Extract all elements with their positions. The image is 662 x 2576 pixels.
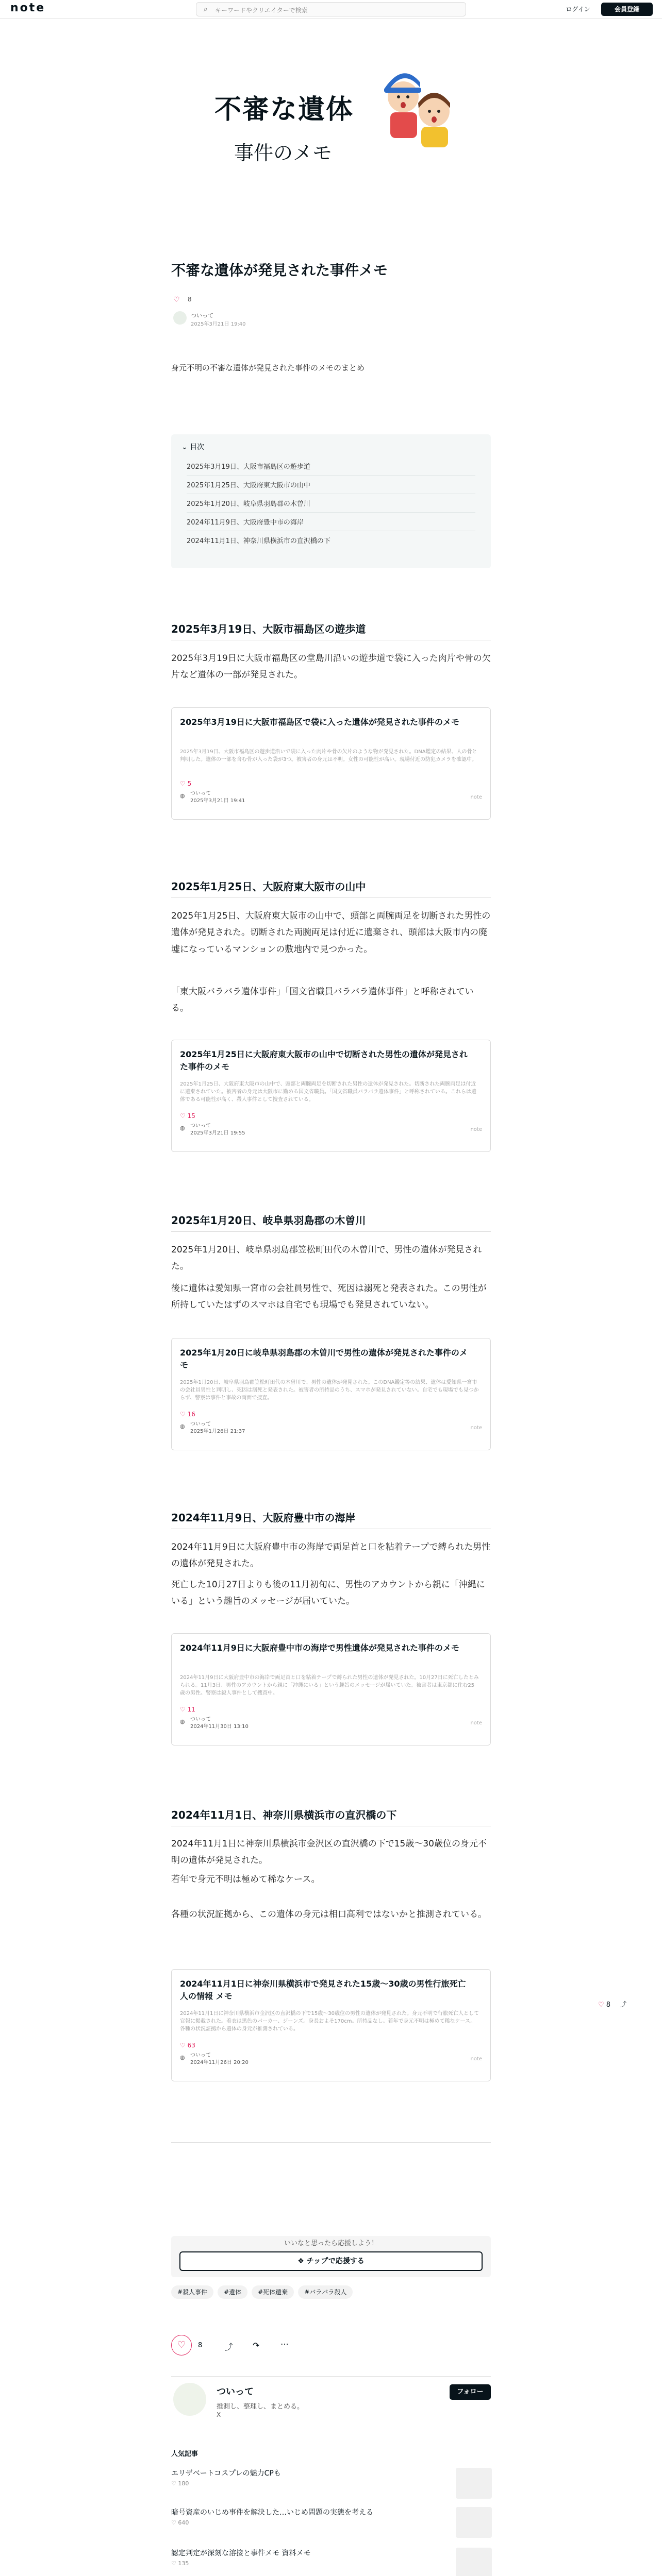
tag-chip[interactable]: #死体遺棄 bbox=[252, 2285, 294, 2299]
section-paragraph: 各種の状況証拠から、この遺体の身元は相口高利ではないかと推測されている。 bbox=[171, 1909, 487, 1920]
tip-icon: ❖ bbox=[297, 2257, 307, 2265]
x-icon[interactable]: X bbox=[217, 2411, 221, 2418]
section-paragraph: 2024年11月1日に神奈川県横浜市金沢区の直沢橋の下で15歳〜30歳位の身元不明の遺体が発見された。 bbox=[171, 1839, 487, 1866]
popular-item[interactable] bbox=[171, 2548, 491, 2568]
divider bbox=[171, 2142, 491, 2143]
popular-likes: ♡ 640 bbox=[171, 2519, 189, 2526]
divider bbox=[171, 2376, 491, 2377]
card-excerpt: 2025年3月19日、大阪市福島区の遊歩道沿いで袋に入った肉片や骨の欠片のような物が発見された。DNA鑑定の結果、人の骨と判明した。遺体の一部を含む骨が入った袋が3つ。被害者の身元は不明。女性の可能性が高い。現場付近の防犯カメラを確認中。 bbox=[180, 749, 477, 762]
like-button[interactable]: ♡ bbox=[171, 2335, 192, 2355]
like-count: 8 bbox=[198, 2342, 203, 2349]
site-header bbox=[0, 0, 662, 19]
follow-button[interactable]: フォロー bbox=[450, 2384, 491, 2400]
section-paragraph: 2025年1月20日、岐阜県羽島郡笠松町田代の木曽川で、男性の遺体が発見された。 bbox=[171, 1245, 482, 1272]
like-icon[interactable]: ♡ bbox=[173, 296, 180, 304]
table-of-contents bbox=[171, 434, 491, 568]
card-author: ついって 2025年3月21日 19:55 bbox=[190, 1123, 245, 1136]
section-paragraph: 後に遺体は愛知県一宮市の会社員男性で、死因は溺死と発表された。この男性が所持していたはずのスマホは自宅でも現場でも発見されていない。 bbox=[171, 1283, 487, 1311]
toc-label[interactable]: ⌄ 目次 bbox=[181, 443, 205, 451]
toc-item[interactable]: 2024年11月1日、神奈川県横浜市の直沢橋の下 bbox=[187, 537, 330, 545]
article-intro: 身元不明の不審な遺体が発見された事件のメモのまとめ bbox=[171, 363, 365, 372]
author-name[interactable]: ついって bbox=[191, 312, 213, 319]
floating-actions bbox=[598, 1999, 626, 2009]
card-author: ついって 2024年11月26日 20:20 bbox=[190, 2053, 249, 2065]
signup-button[interactable]: 会員登録 bbox=[601, 3, 653, 16]
publish-date: 2025年3月21日 19:40 bbox=[191, 321, 246, 327]
heart-icon: ♡ 63 bbox=[180, 2042, 195, 2049]
search-icon: ⌕ bbox=[204, 5, 208, 13]
card-avatar: ◍ bbox=[180, 2054, 185, 2061]
tag-chip[interactable]: #バラバラ殺人 bbox=[298, 2285, 353, 2299]
toc-item[interactable]: 2025年1月20日、岐阜県羽島郡の木曽川 bbox=[187, 498, 475, 513]
embedded-article-card[interactable] bbox=[171, 1969, 491, 2081]
popular-item[interactable] bbox=[171, 2507, 491, 2528]
hero-subtitle: 事件のメモ bbox=[234, 142, 333, 164]
card-excerpt: 2025年1月20日、岐阜県羽島郡笠松町田代の木曽川で、男性の遺体が発見された。このDNA鑑定等の結果、遺体は愛知県一宮市の会社員男性と判明し、死因は溺死と発表された。被害者の所持品のうち、スマホが発見されていない。自宅でも現場でも見つからず、警察は事件と事故の両面で捜査。 bbox=[180, 1380, 479, 1401]
section-paragraph: 「東大阪バラバラ遺体事件」「国文省職員バラバラ遺体事件」と呼称されている。 bbox=[171, 987, 474, 1014]
card-author: ついって 2025年1月26日 21:37 bbox=[190, 1421, 245, 1434]
section-paragraph: 2024年11月9日に大阪府豊中市の海岸で両足首と口を粘着テープで縛られた男性の遺体が発見された。 bbox=[171, 1542, 491, 1569]
side-like-count: 8 bbox=[606, 2001, 611, 2009]
card-title: 2025年1月25日に大阪府東大阪市の山中で切断された男性の遺体が発見された事件のメモ bbox=[180, 1049, 468, 1072]
heart-icon[interactable]: ♡ bbox=[598, 2001, 604, 2009]
search-input[interactable] bbox=[196, 2, 466, 16]
chevron-down-icon: ⌄ bbox=[181, 443, 190, 451]
heart-icon: ♡ 11 bbox=[180, 1706, 195, 1713]
title-like-count: 8 bbox=[188, 296, 192, 303]
author-avatar[interactable] bbox=[173, 311, 187, 325]
popular-heading: 人気記事 bbox=[171, 2450, 198, 2458]
tip-button[interactable]: ❖ チップで応援する bbox=[179, 2251, 483, 2271]
card-brand: note bbox=[470, 1127, 482, 1132]
popular-item[interactable] bbox=[171, 2468, 491, 2488]
hero-title: 不審な遺体 bbox=[214, 94, 354, 125]
section-heading: 2025年1月20日、岐阜県羽島郡の木曽川 bbox=[171, 1212, 491, 1232]
popular-thumbnail bbox=[456, 2468, 492, 2499]
heart-icon: ♡ 16 bbox=[180, 1411, 195, 1418]
popular-title: 暗号資産のいじめ事件を解決した…いじめ問題の実態を考える bbox=[171, 2509, 373, 2517]
login-button[interactable]: ログイン bbox=[566, 6, 590, 13]
toc-item[interactable]: 2025年1月25日、大阪府東大阪市の山中 bbox=[187, 480, 475, 494]
heart-icon: ♡ 15 bbox=[180, 1112, 195, 1120]
section-paragraph: 2025年1月25日、大阪府東大阪市の山中で、頭部と両腕両足を切断された男性の遺体が発見された。切断された両腕両足は付近に遺棄され、頭部は大阪市内の廃墟になっているマンションの敷地内で見つかった。 bbox=[171, 911, 491, 955]
card-brand: note bbox=[470, 2056, 482, 2062]
heart-icon: ♡ 5 bbox=[180, 780, 192, 787]
tag-chip[interactable]: #殺人事件 bbox=[171, 2285, 213, 2299]
section-paragraph: 若年で身元不明は極めて稀なケース。 bbox=[171, 1874, 320, 1885]
embedded-article-card[interactable] bbox=[171, 707, 491, 820]
creator-bio: 推測し、整理し、まとめる。 bbox=[217, 2403, 304, 2411]
article-title: 不審な遺体が発見された事件メモ bbox=[171, 262, 388, 279]
creator-name[interactable]: ついって bbox=[217, 2386, 254, 2397]
toc-item[interactable]: 2024年11月9日、大阪府豊中市の海岸 bbox=[187, 517, 475, 531]
card-excerpt: 2024年11月9日に大阪府豊中市の海岸で両足首と口を粘着テープで縛られた男性の遺体が発見された。10月27日に死亡したとみられる。11月3日、男性のアカウントから親に「沖縄にいる」という趣旨のメッセージが届いていた。被害者は東京都に住む25歳の男性。警察は殺人事件として捜査中。 bbox=[180, 1675, 479, 1696]
note-logo[interactable]: note bbox=[10, 2, 46, 14]
reshare-icon[interactable]: ↷ bbox=[253, 2341, 260, 2350]
hero-image bbox=[171, 31, 491, 185]
popular-title: 認定判定が深刻な溶接と事件メモ 資料メモ bbox=[171, 2549, 311, 2557]
card-avatar: ◍ bbox=[180, 1125, 185, 1131]
section-heading: 2024年11月9日、大阪府豊中市の海岸 bbox=[171, 1510, 491, 1529]
tag-list bbox=[171, 2285, 353, 2299]
card-avatar: ◍ bbox=[180, 792, 185, 799]
card-title: 2024年11月1日に神奈川県横浜市で発見された15歳〜30歳の男性行旅死亡人の情報 メモ bbox=[180, 1979, 466, 2001]
card-excerpt: 2025年1月25日、大阪府東大阪市の山中で、頭部と両腕両足を切断された男性の遺体が発見された。切断された両腕両足は付近に遺棄されていた。被害者の身元は大阪市に勤める国文省職員。「国文省職員バラバラ遺体事件」と呼称されている。これらは遺体である可能性が高く、殺人事件として捜査されている。 bbox=[180, 1081, 476, 1103]
section-heading: 2025年3月19日、大阪市福島区の遊歩道 bbox=[171, 621, 491, 640]
card-avatar: ◍ bbox=[180, 1423, 185, 1430]
more-icon[interactable]: ⋯ bbox=[280, 2339, 289, 2349]
surprised-people-illustration bbox=[380, 67, 457, 149]
card-title: 2025年3月19日に大阪市福島区で袋に入った遺体が発見された事件のメモ bbox=[180, 717, 459, 727]
popular-title: エリザベートコスプレの魅力CPも bbox=[171, 2469, 281, 2478]
popular-thumbnail bbox=[456, 2507, 492, 2538]
popular-thumbnail bbox=[456, 2548, 492, 2576]
embedded-article-card[interactable] bbox=[171, 1040, 491, 1152]
share-icon[interactable]: ⤴ bbox=[225, 2342, 234, 2352]
section-heading: 2024年11月1日、神奈川県横浜市の直沢橋の下 bbox=[171, 1807, 491, 1826]
card-brand: note bbox=[470, 1720, 482, 1726]
embedded-article-card[interactable] bbox=[171, 1338, 491, 1450]
embedded-article-card[interactable] bbox=[171, 1633, 491, 1745]
card-title: 2025年1月20日に岐阜県羽島郡の木曽川で男性の遺体が発見された事件のメモ bbox=[180, 1348, 468, 1370]
section-heading: 2025年1月25日、大阪府東大阪市の山中 bbox=[171, 878, 491, 898]
search-placeholder: キーワードやクリエイターで検索 bbox=[215, 7, 308, 14]
card-avatar: ◍ bbox=[180, 1718, 185, 1725]
popular-likes: ♡ 135 bbox=[171, 2560, 189, 2567]
card-brand: note bbox=[470, 1425, 482, 1431]
toc-item[interactable]: 2025年3月19日、大阪市福島区の遊歩道 bbox=[187, 461, 475, 476]
share-icon[interactable]: ⤴ bbox=[620, 2001, 627, 2009]
card-brand: note bbox=[470, 794, 482, 800]
popular-likes: ♡ 180 bbox=[171, 2480, 189, 2487]
creator-avatar[interactable] bbox=[173, 2383, 206, 2416]
card-author: ついって 2025年3月21日 19:41 bbox=[190, 791, 245, 804]
section-paragraph: 死亡した10月27日よりも後の11月初旬に、男性のアカウントから親に「沖縄にいる」という趣旨のメッセージが届いていた。 bbox=[171, 1580, 485, 1607]
card-excerpt: 2024年11月1日に神奈川県横浜市金沢区の直沢橋の下で15歳〜30歳位の男性の遺体が発見された。身元不明で行旅死亡人として官報に掲載された。着衣は黒色のパーカー、ジーンズ。身長およそ170cm。所持品なし。若年で身元不明は極めて稀なケース。各種の状況証拠から遺体の身元が推測されている。 bbox=[180, 2011, 479, 2032]
section-paragraph: 2025年3月19日に大阪市福島区の堂島川沿いの遊歩道で袋に入った肉片や骨の欠片など遺体の一部が発見された。 bbox=[171, 653, 491, 681]
card-author: ついって 2024年11月30日 13:10 bbox=[190, 1717, 249, 1730]
tag-chip[interactable]: #遺体 bbox=[218, 2285, 247, 2299]
card-title: 2024年11月9日に大阪府豊中市の海岸で男性遺体が発見された事件のメモ bbox=[180, 1643, 459, 1653]
support-prompt: いいなと思ったら応援しよう！ bbox=[284, 2240, 378, 2247]
